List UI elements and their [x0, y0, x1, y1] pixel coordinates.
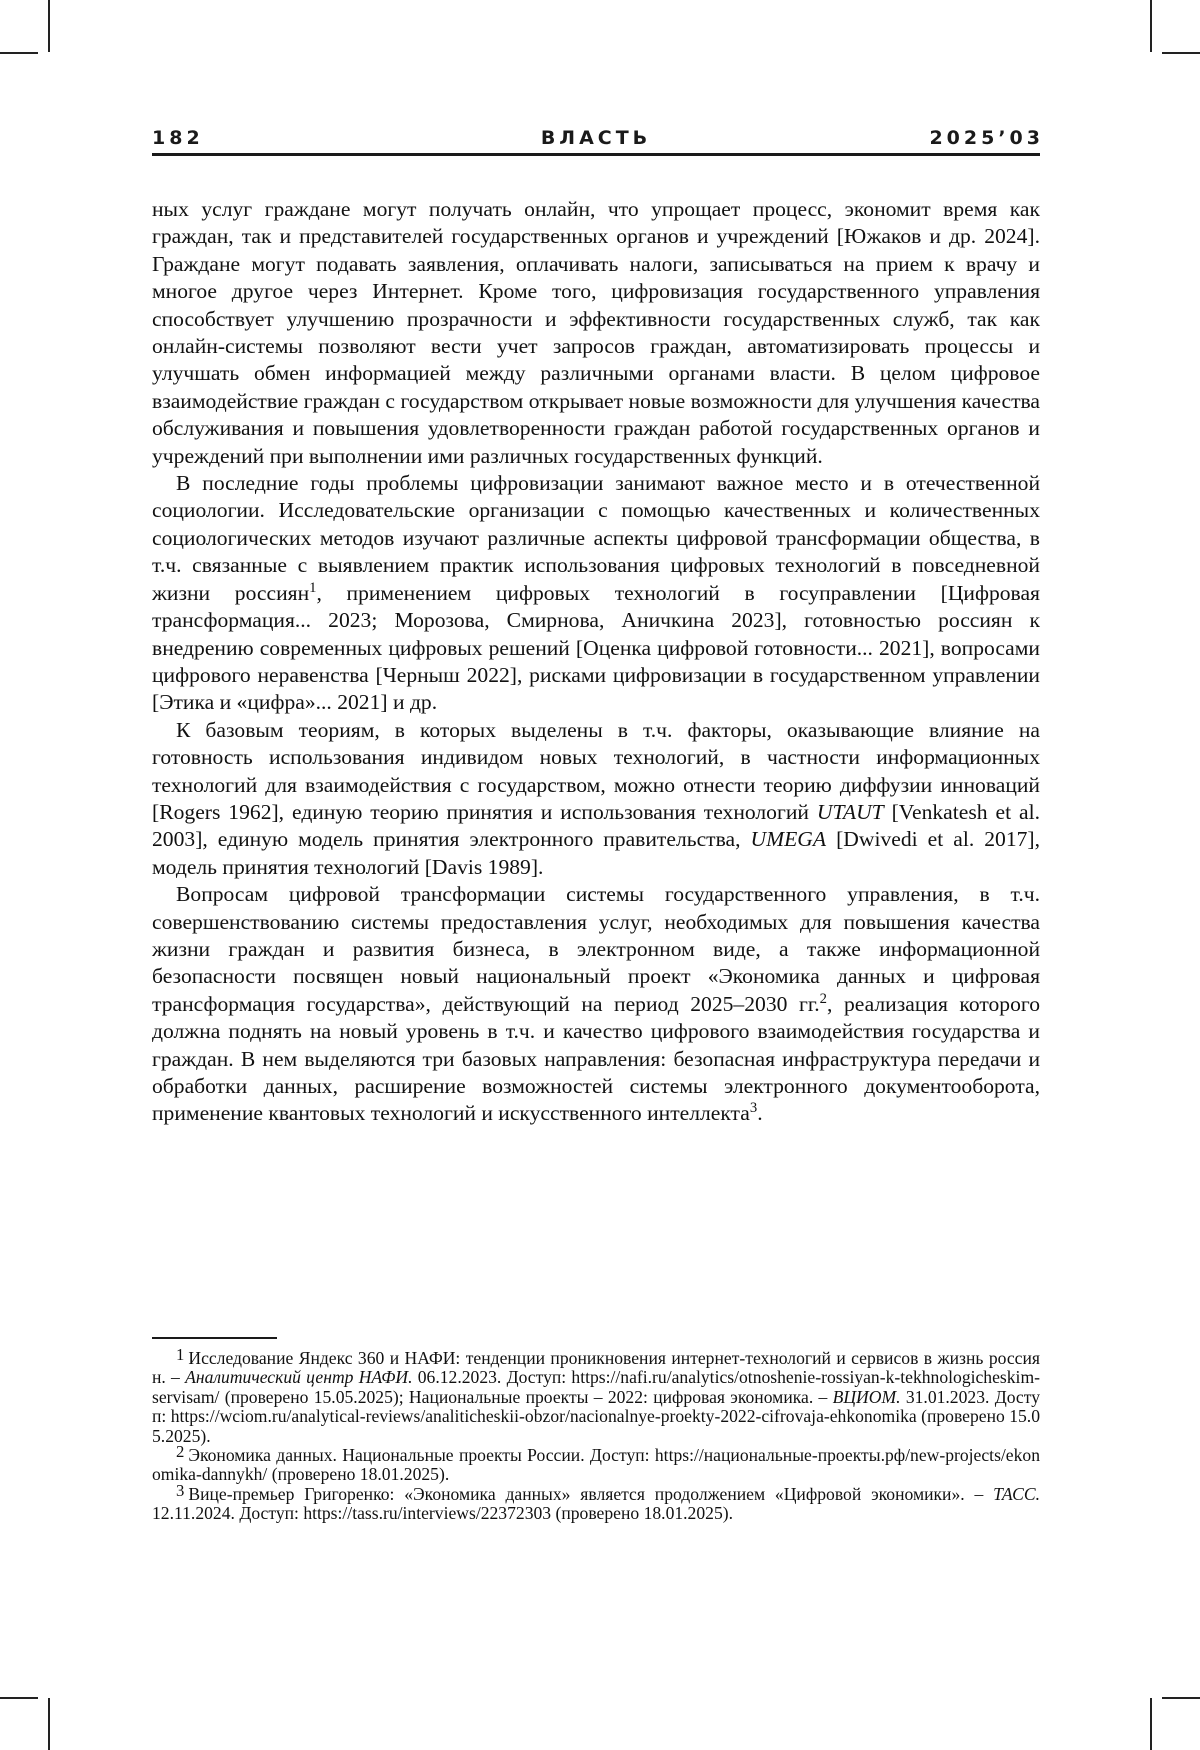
source-name: ТАСС. [993, 1484, 1040, 1504]
acronym: UTAUT [817, 800, 884, 824]
body-text [152, 196, 1040, 1128]
footnote-ref[interactable]: 3 [750, 1100, 757, 1116]
crop-mark [48, 1698, 50, 1750]
paragraph: Вопросам цифровой трансформации системы государственного управления, в т.ч. совершенствованию системы предоставления услуг, необходимых для повышения качества жизни граждан и развития бизнеса, в электронном виде, а также информационной безопасности посвящен новый национальный проект «Экономика данных и цифровая трансформация государства», действующий на период 2025–2030 гг.2, реализация которого должна поднять на новый уровень в т.ч. и качество цифрового взаимодействия государства и граждан. В нем выделяются три базовых направления: безопасная инфраструктура передачи и обработки данных, расширение возможностей системы электронного документооборота, применение квантовых технологий и искусственного интеллекта3. [152, 881, 1040, 1128]
paragraph: ных услуг граждане могут получать онлайн, что упрощает процесс, экономит время как граждан, так и представителей государственных органов и учреждений [Южаков и др. 2024]. Граждане могут подавать заявления, оплачивать налоги, записываться на прием к врачу и многое другое через Интернет. Кроме того, цифровизация государственного управления способствует улучшению прозрачности и эффективности государственных служб, так как онлайн-системы позволяют вести учет запросов граждан, автоматизировать процессы и улучшать обмен информацией между различными органами власти. В целом цифровое взаимодействие граждан с государством открывает новые возможности для улучшения качества обслуживания и повышения удовлетворенности граждан работой государственных органов и учреждений при выполнении ими различных государственных функций. [152, 196, 1040, 470]
crop-mark [48, 0, 50, 52]
footnote: 3 Вице-премьер Григоренко: «Экономика данных» является продолжением «Цифровой экономики». – ТАСС. 12.11.2024. Доступ: https://tass.ru/interviews/22372303 (проверено 18.01.2025). [152, 1485, 1040, 1524]
crop-mark [1162, 52, 1200, 54]
journal-title: ВЛАСТЬ [152, 127, 1040, 149]
footnotes [152, 1349, 1040, 1524]
footnote-mark: 3 [176, 1481, 184, 1500]
footnote-ref[interactable]: 2 [820, 991, 827, 1007]
crop-mark [0, 1697, 38, 1699]
footnote-mark: 2 [176, 1442, 184, 1461]
source-name: ВЦИОМ. [833, 1387, 901, 1407]
header-rule [152, 153, 1040, 156]
footnote: 2 Экономика данных. Национальные проекты России. Доступ: https://национальные-проекты.рф/new-projects/ekonomika-dannykh/ (проверено 18.01.2025). [152, 1446, 1040, 1485]
crop-mark [0, 52, 38, 54]
footnote-rule [152, 1337, 277, 1339]
footnote-mark: 1 [176, 1345, 184, 1364]
source-name: Аналитический центр НАФИ. [185, 1367, 412, 1387]
running-header [152, 127, 1040, 153]
crop-mark [1162, 1697, 1200, 1699]
issue-number: 2025’03 [929, 127, 1044, 149]
crop-mark [1150, 0, 1152, 52]
page-number: 182 [152, 127, 204, 149]
paragraph: К базовым теориям, в которых выделены в т.ч. факторы, оказывающие влияние на готовность использования индивидом новых технологий, в частности информационных технологий для взаимодействия с государством, можно отнести теорию диффузии инноваций [Rogers 1962], единую теорию принятия и использования технологий UTAUT [Venkatesh et al. 2003], единую модель принятия электронного правительства, UMEGA [Dwivedi et al. 2017], модель принятия технологий [Davis 1989]. [152, 717, 1040, 881]
crop-mark [1150, 1698, 1152, 1750]
paragraph: В последние годы проблемы цифровизации занимают важное место и в отечественной социологии. Исследовательские организации с помощью качественных и количественных социологических методов изучают различные аспекты цифровой трансформации общества, в т.ч. связанные с выявлением практик использования цифровых технологий в повседневной жизни россиян1, применением цифровых технологий в госуправлении [Цифровая трансформация... 2023; Морозова, Смирнова, Аничкина 2023], готовностью россиян к внедрению современных цифровых решений [Оценка цифровой готовности... 2021], вопросами цифрового неравенства [Черныш 2022], рисками цифровизации в государственном управлении [Этика и «цифра»... 2021] и др. [152, 470, 1040, 717]
footnote: 1 Исследование Яндекс 360 и НАФИ: тенденции проникновения интернет-технологий и сервисов в жизнь россиян. – Аналитический центр НАФИ. 06.12.2023. Доступ: https://nafi.ru/analytics/otnoshenie-rossiyan-k-tekhnologicheskim-servisam/ (проверено 15.05.2025); Национальные проекты – 2022: цифровая экономика. – ВЦИОМ. 31.01.2023. Доступ: https://wciom.ru/analytical-reviews/analiticheskii-obzor/nacionalnye-proekty-2022-cifrovaja-ehkonomika (проверено 15.05.2025). [152, 1349, 1040, 1446]
footnote-ref[interactable]: 1 [309, 580, 316, 596]
acronym: UMEGA [751, 827, 827, 851]
